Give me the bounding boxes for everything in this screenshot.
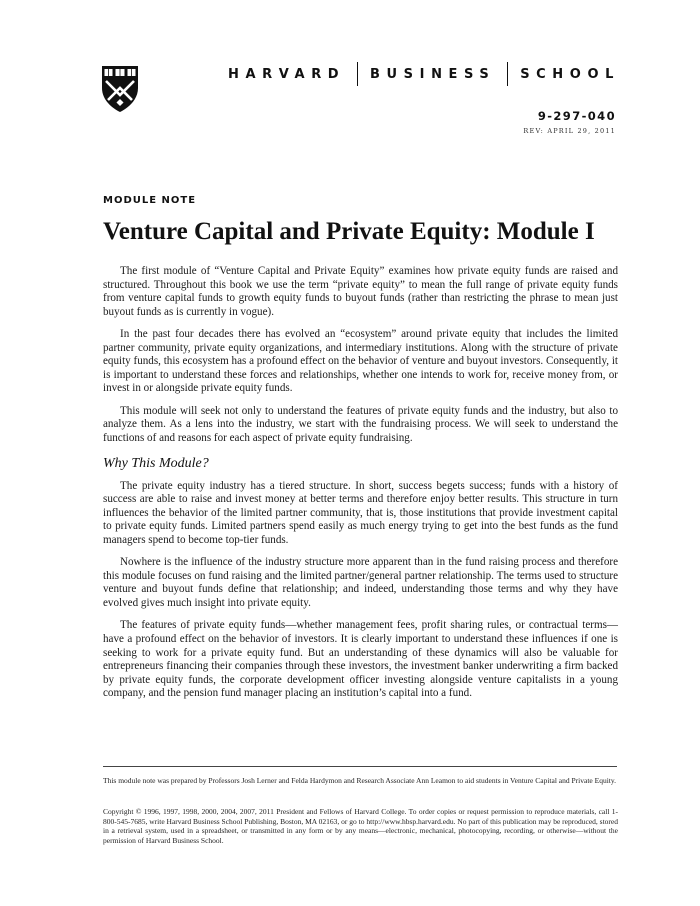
intro-paragraph: The first module of “Venture Capital and Private Equity” examines how private equity funds are raised and structured. Throughout this book we use the term “private equity” to mean the full range of private equity funds from venture capital funds to growth equity funds to buyout funds (rather than restricting the phrase to mean just buyout funds as is currently in vogue). <box>103 265 618 318</box>
section-paragraph: Nowhere is the influence of the industry structure more apparent than in the fund raising process and therefore this module focuses on fund raising and the limited partner/general partner relationship. The terms used to structure venture and buyout funds define that relationship; and indeed, understanding those terms and why they have evolved gives much insight into private equity. <box>103 556 618 609</box>
section-heading: Why This Module? <box>103 455 209 471</box>
document-title: Venture Capital and Private Equity: Module I <box>103 218 595 245</box>
school-masthead <box>228 62 620 86</box>
document-body <box>103 265 618 710</box>
masthead-word-school: SCHOOL <box>520 66 620 82</box>
intro-paragraph: In the past four decades there has evolved an “ecosystem” around private equity that includes the limited partner community, private equity organizations, and intermediary institutions. Along with the structure of private equity funds, this ecosystem has a profound effect on the behavior of venture and buyout investors. Consequently, it is important to understand these forces and relationships, whether one intends to work for, receive money from, or invest in or alongside private equity funds. <box>103 328 618 395</box>
document-type-label: MODULE NOTE <box>103 195 197 206</box>
document-number: 9-297-040 <box>537 109 616 123</box>
masthead-divider <box>357 62 358 86</box>
harvard-shield-icon <box>100 64 140 114</box>
masthead-word-harvard: HARVARD <box>228 66 346 82</box>
footnote-divider <box>103 766 617 767</box>
masthead-divider <box>507 62 508 86</box>
copyright-notice: Copyright © 1996, 1997, 1998, 2000, 2004, 2007, 2011 President and Fellows of Harvard College. To order copies or request permission to reproduce materials, call 1-800-545-7685, write Harvard Business School Publishing, Boston, MA 02163, or go to http://www.hbsp.harvard.edu. No part of this publication may be reproduced, stored in a retrieval system, used in a spreadsheet, or transmitted in any form or by any means—electronic, mechanical, photocopying, recording, or otherwise—without the permission of Harvard Business School. <box>103 807 618 845</box>
preparation-note: This module note was prepared by Professors Josh Lerner and Felda Hardymon and Research Associate Ann Leamon to aid students in Venture Capital and Private Equity. <box>103 776 617 785</box>
revision-date: REV: APRIL 29, 2011 <box>523 127 616 135</box>
masthead-word-business: BUSINESS <box>370 66 496 82</box>
section-paragraph: The private equity industry has a tiered structure. In short, success begets success; funds with a history of success are able to raise and invest money at better terms and therefore enjoy better results. This structure in turn influences the behavior of the limited partner community, that is, those institutions that provide investment capital to private equity funds. Limited partners spend easily as much energy trying to get into the best funds as the fund managers spend to become top-tier funds. <box>103 479 618 546</box>
intro-paragraph: This module will seek not only to understand the features of private equity funds and the industry, but also to analyze them. As a lens into the industry, we start with the fundraising process. We will seek to understand the functions of and reasons for each aspect of private equity fundraising. <box>103 404 618 445</box>
section-paragraph: The features of private equity funds—whether management fees, profit sharing rules, or contractual terms—have a profound effect on the behavior of investors. It is clearly important to understand these influences if one is seeking to work for a private equity fund. But an understanding of these dynamics will also be valuable for entrepreneurs financing their companies through these investors, the investment banker underwriting a firm backed by private equity funds, the corporate development officer investing alongside venture capitalists in a young company, and the pension fund manager placing an institution’s capital into a fund. <box>103 619 618 700</box>
